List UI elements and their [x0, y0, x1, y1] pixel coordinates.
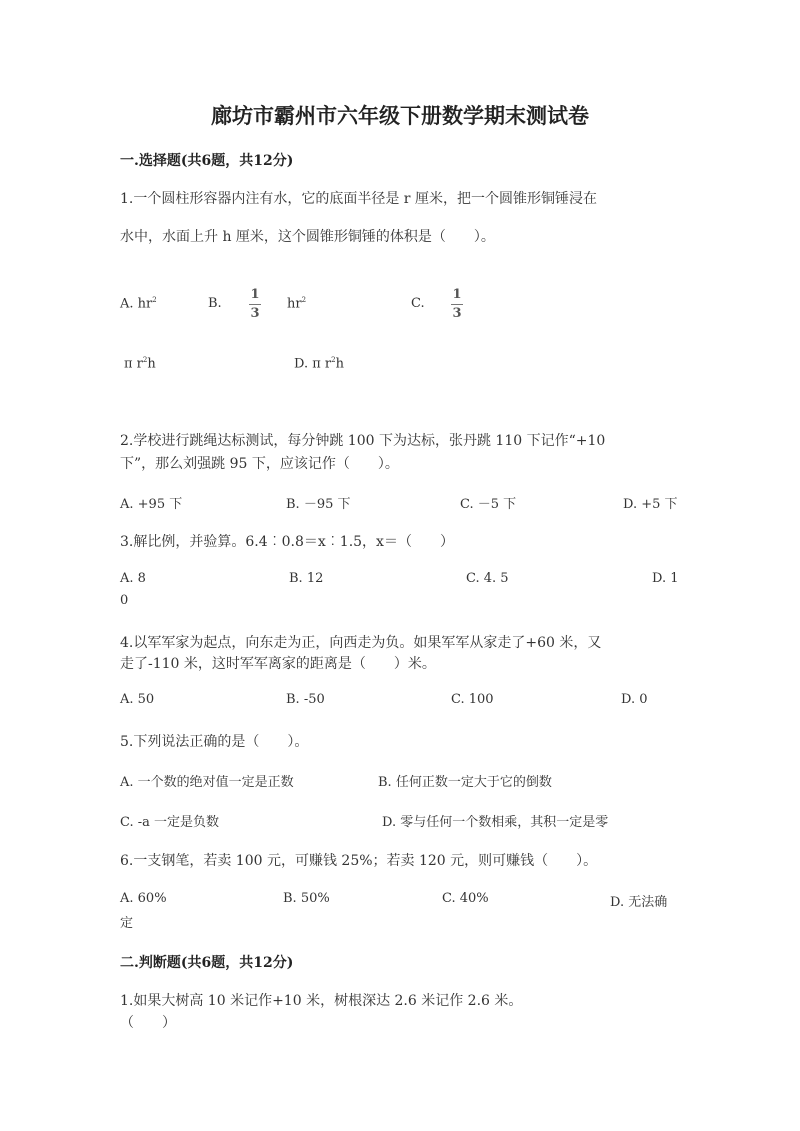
- q3-option-d-wrap: 0: [120, 593, 129, 608]
- q3-option-d: D. 1: [652, 571, 679, 586]
- q2-line2: 下”，那么刘强跳 95 下，应该记作（ ）。: [120, 456, 399, 472]
- q1-option-b-fraction: 1 3: [250, 287, 260, 321]
- q1-option-d: D. π $r^2h$: [294, 356, 344, 372]
- q1-option-b-label: B.: [208, 296, 222, 311]
- q6-option-b: B. 50%: [283, 891, 330, 906]
- q1-option-a: A. $hr^2$: [120, 296, 157, 312]
- q4-option-b: B. -50: [286, 692, 325, 707]
- q2-line1: 2.学校进行跳绳达标测试，每分钟跳 100 下为达标，张丹跳 110 下记作“+10: [120, 433, 606, 449]
- q1-option-b-tail: $hr^2$: [287, 296, 307, 312]
- q6-option-d-wrap: 定: [120, 916, 134, 931]
- q5-option-b: B. 任何正数一定大于它的倒数: [378, 775, 552, 790]
- page-title: 廊坊市霸州市六年级下册数学期末测试卷: [211, 103, 589, 128]
- q5-option-a: A. 一个数的绝对值一定是正数: [120, 775, 294, 790]
- s2-q1-line1: 1.如果大树高 10 米记作+10 米，树根深达 2.6 米记作 2.6 米。: [120, 993, 523, 1009]
- q1-option-c-tail: π $r^2h$: [124, 356, 156, 372]
- s2-q1-line2: （ ）: [120, 1015, 176, 1031]
- q3-option-a: A. 8: [120, 571, 146, 586]
- q1-line2: 水中，水面上升 h 厘米，这个圆锥形铜锤的体积是（ ）。: [120, 229, 495, 245]
- q1-option-c-label: C.: [411, 296, 425, 311]
- q5-option-d: D. 零与任何一个数相乘，其积一定是零: [382, 815, 609, 830]
- q1-option-c-fraction: 1 3: [452, 287, 462, 321]
- q4-option-a: A. 50: [120, 692, 155, 707]
- q6-line1: 6.一支钢笔，若卖 100 元，可赚钱 25%；若卖 120 元，则可赚钱（ ）。: [120, 853, 598, 869]
- q6-option-d: D. 无法确: [610, 895, 668, 910]
- q4-line1: 4.以军军家为起点，向东走为正，向西走为负。如果军军从家走了+60 米，又: [120, 635, 602, 651]
- q3-option-b: B. 12: [289, 571, 324, 586]
- q2-option-a: A. +95 下: [120, 497, 183, 512]
- q2-option-d: D. +5 下: [623, 497, 678, 512]
- q2-option-c: C. －5 下: [460, 497, 517, 512]
- q1-line1: 1.一个圆柱形容器内注有水，它的底面半径是 r 厘米，把一个圆锥形铜锤浸在: [120, 191, 597, 207]
- q2-option-b: B. －95 下: [286, 497, 351, 512]
- q4-line2: 走了-110 米，这时军军离家的距离是（ ）米。: [120, 656, 436, 672]
- q5-line1: 5.下列说法正确的是（ ）。: [120, 734, 309, 750]
- q3-line1: 3.解比例，并验算。6.4︰0.8＝x︰1.5，x＝（ ）: [120, 534, 454, 550]
- q3-option-c: C. 4. 5: [466, 571, 509, 586]
- q4-option-d: D. 0: [621, 692, 648, 707]
- q6-option-a: A. 60%: [120, 891, 167, 906]
- section-2-heading: 二.判断题(共6题，共12分): [120, 955, 294, 971]
- q5-option-c: C. -a 一定是负数: [120, 815, 220, 830]
- q6-option-c: C. 40%: [442, 891, 489, 906]
- q4-option-c: C. 100: [451, 692, 494, 707]
- section-1-heading: 一.选择题(共6题，共12分): [120, 153, 294, 169]
